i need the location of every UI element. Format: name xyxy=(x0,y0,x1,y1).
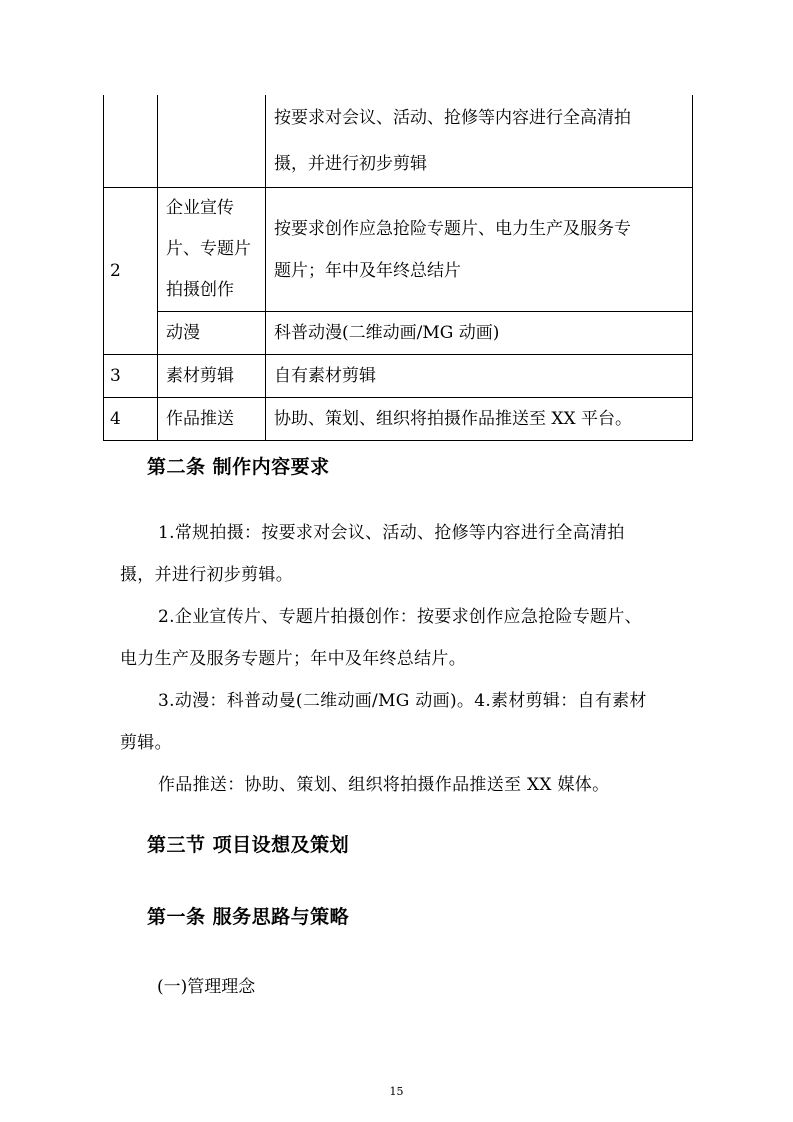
item-line: 企业宣传 xyxy=(166,198,234,218)
paragraph-line: 剪辑。 xyxy=(120,733,172,753)
sub-heading: (一)管理理念 xyxy=(157,977,256,997)
content-line: 按要求创作应急抢险专题片、电力生产及服务专 xyxy=(274,218,631,239)
paragraph xyxy=(120,512,680,596)
section-heading: 第二条 制作内容要求 xyxy=(147,456,330,478)
item-cell: 动漫 xyxy=(158,312,266,355)
item-cell: 素材剪辑 xyxy=(158,355,266,398)
content-line: 按要求对会议、活动、抢修等内容进行全高清拍 xyxy=(274,108,631,128)
content-cell: 协助、策划、组织将拍摄作品推送至 XX 平台。 xyxy=(266,398,693,441)
table-row xyxy=(104,355,693,398)
paragraph-line: 3.动漫：科普动曼(二维动画/MG 动画)。4.素材剪辑：自有素材 xyxy=(158,691,647,711)
table-row xyxy=(104,95,693,188)
table-row xyxy=(104,312,693,355)
content-line: 题片；年中及年终总结片 xyxy=(274,260,461,281)
paragraph-line: 电力生产及服务专题片；年中及年终总结片。 xyxy=(120,649,466,669)
paragraph-line: 1.常规拍摄：按要求对会议、活动、抢修等内容进行全高清拍 xyxy=(158,523,625,543)
paragraph xyxy=(120,596,680,680)
content-cell xyxy=(266,188,693,312)
paragraph-line: 作品推送：协助、策划、组织将拍摄作品推送至 XX 媒体。 xyxy=(158,775,610,795)
paragraph-line: 2.企业宣传片、专题片拍摄创作：按要求创作应急抢险专题片、 xyxy=(158,607,642,627)
item-line: 拍摄创作 xyxy=(166,280,234,300)
item-cell: 作品推送 xyxy=(158,398,266,441)
row-number-cell xyxy=(104,95,158,188)
content-line: 摄，并进行初步剪辑 xyxy=(274,154,427,174)
content-cell xyxy=(266,95,693,188)
service-table xyxy=(103,95,693,441)
item-line: 片、专题片 xyxy=(166,239,251,259)
paragraph xyxy=(120,680,680,764)
section-heading: 第一条 服务思路与策略 xyxy=(147,906,350,928)
item-cell xyxy=(158,188,266,312)
row-number-cell: 2 xyxy=(104,188,158,355)
table-row xyxy=(104,188,693,312)
row-number-cell: 4 xyxy=(104,398,158,441)
paragraph xyxy=(120,764,680,806)
content-cell: 自有素材剪辑 xyxy=(266,355,693,398)
section-heading: 第三节 项目设想及策划 xyxy=(147,834,350,856)
row-number-cell: 3 xyxy=(104,355,158,398)
paragraph-line: 摄，并进行初步剪辑。 xyxy=(120,565,293,585)
item-cell xyxy=(158,95,266,188)
table-row xyxy=(104,398,693,441)
content-cell: 科普动漫(二维动画/MG 动画) xyxy=(266,312,693,355)
page-number: 15 xyxy=(389,1085,404,1098)
